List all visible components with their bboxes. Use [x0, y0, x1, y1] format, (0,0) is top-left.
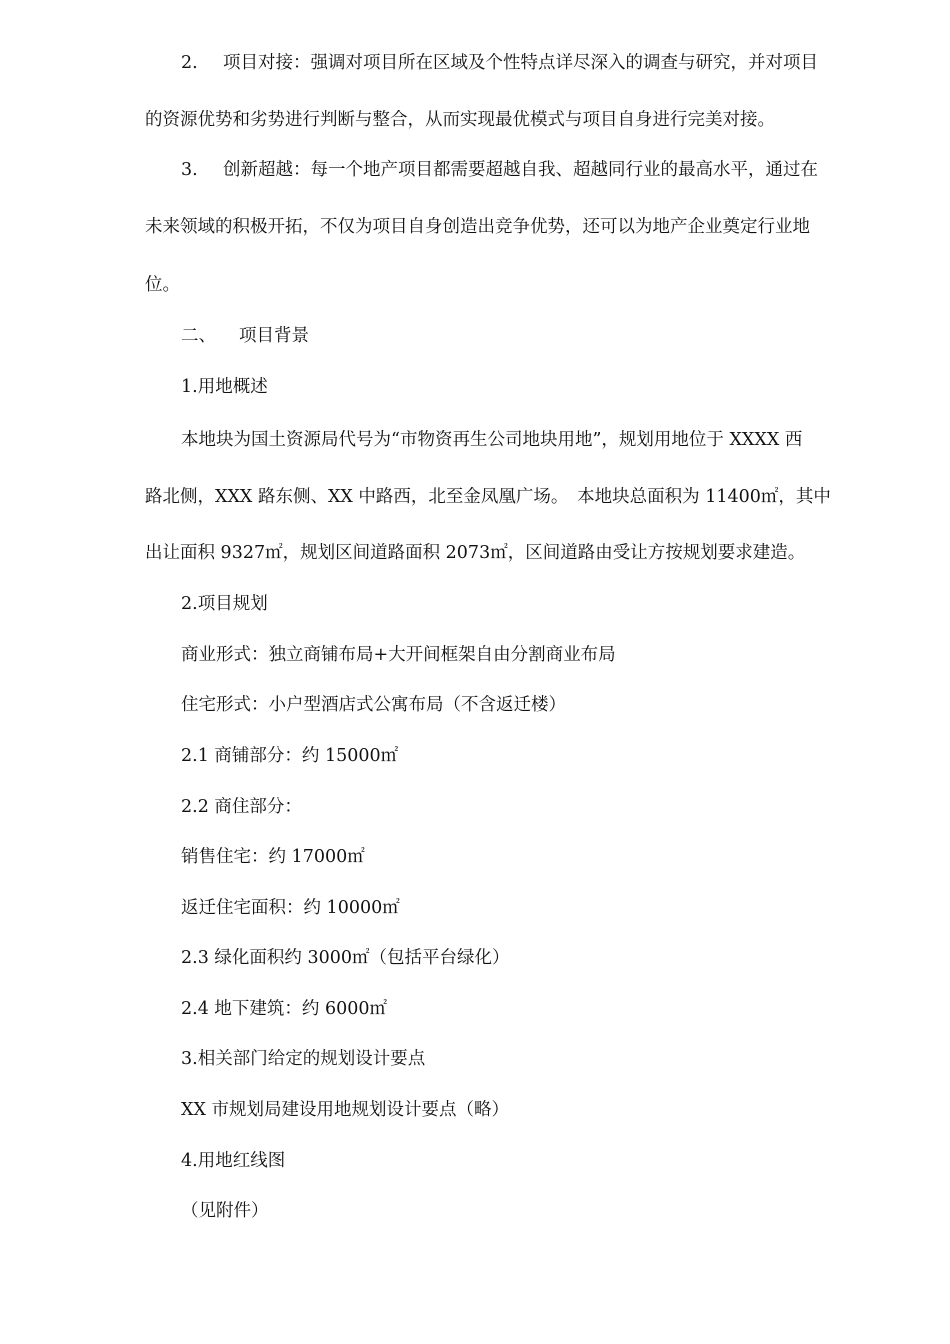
principle-3-line-3: 位。 — [145, 275, 180, 295]
planning-item: 商业形式：独立商铺布局+大开间框架自由分割商业布局 — [181, 645, 616, 665]
planning-item: 住宅形式：小户型酒店式公寓布局（不含返迁楼） — [181, 695, 566, 715]
principle-2-line-1 — [181, 51, 818, 75]
planning-item: 2.1 商铺部分：约 15000㎡ — [181, 746, 399, 766]
planning-heading: 2.项目规划 — [181, 594, 268, 614]
land-overview-heading: 1.用地概述 — [181, 377, 268, 397]
principle-number: 2. — [181, 53, 198, 73]
section-heading — [181, 324, 309, 348]
principle-number: 3. — [181, 160, 198, 180]
principle-3-line-2: 未来领域的积极开拓，不仅为项目自身创造出竞争优势，还可以为地产企业奠定行业地 — [145, 217, 810, 237]
section-number: 二、 — [181, 326, 216, 346]
planning-item: 2.4 地下建筑：约 6000㎡ — [181, 999, 387, 1019]
design-points-text: XX 市规划局建设用地规划设计要点（略） — [181, 1100, 509, 1120]
principle-text: 项目对接：强调对项目所在区域及个性特点详尽深入的调查与研究，并对项目 — [223, 53, 818, 73]
land-overview-line-1: 本地块为国土资源局代号为“市物资再生公司地块用地”，规划用地位于 XXXX 西 — [181, 430, 803, 450]
design-points-heading: 3.相关部门给定的规划设计要点 — [181, 1049, 426, 1069]
planning-item: 销售住宅：约 17000㎡ — [181, 847, 365, 867]
land-overview-line-2: 路北侧，XXX 路东侧、XX 中路西，北至金凤凰广场。 本地块总面积为 11400㎡，其中 — [145, 487, 831, 507]
land-overview-line-3: 出让面积 9327㎡，规划区间道路面积 2073㎡，区间道路由受让方按规划要求建造。 — [145, 543, 806, 563]
planning-item: 2.2 商住部分： — [181, 797, 302, 817]
principle-2-line-2: 的资源优势和劣势进行判断与整合，从而实现最优模式与项目自身进行完美对接。 — [145, 110, 775, 130]
principle-3-line-1 — [181, 158, 818, 182]
red-line-text: （见附件） — [181, 1201, 269, 1221]
principle-text: 创新超越：每一个地产项目都需要超越自我、超越同行业的最高水平，通过在 — [223, 160, 818, 180]
planning-item: 返迁住宅面积：约 10000㎡ — [181, 898, 400, 918]
planning-item: 2.3 绿化面积约 3000㎡（包括平台绿化） — [181, 948, 510, 968]
red-line-heading: 4.用地红线图 — [181, 1151, 286, 1171]
section-title: 项目背景 — [239, 326, 309, 346]
